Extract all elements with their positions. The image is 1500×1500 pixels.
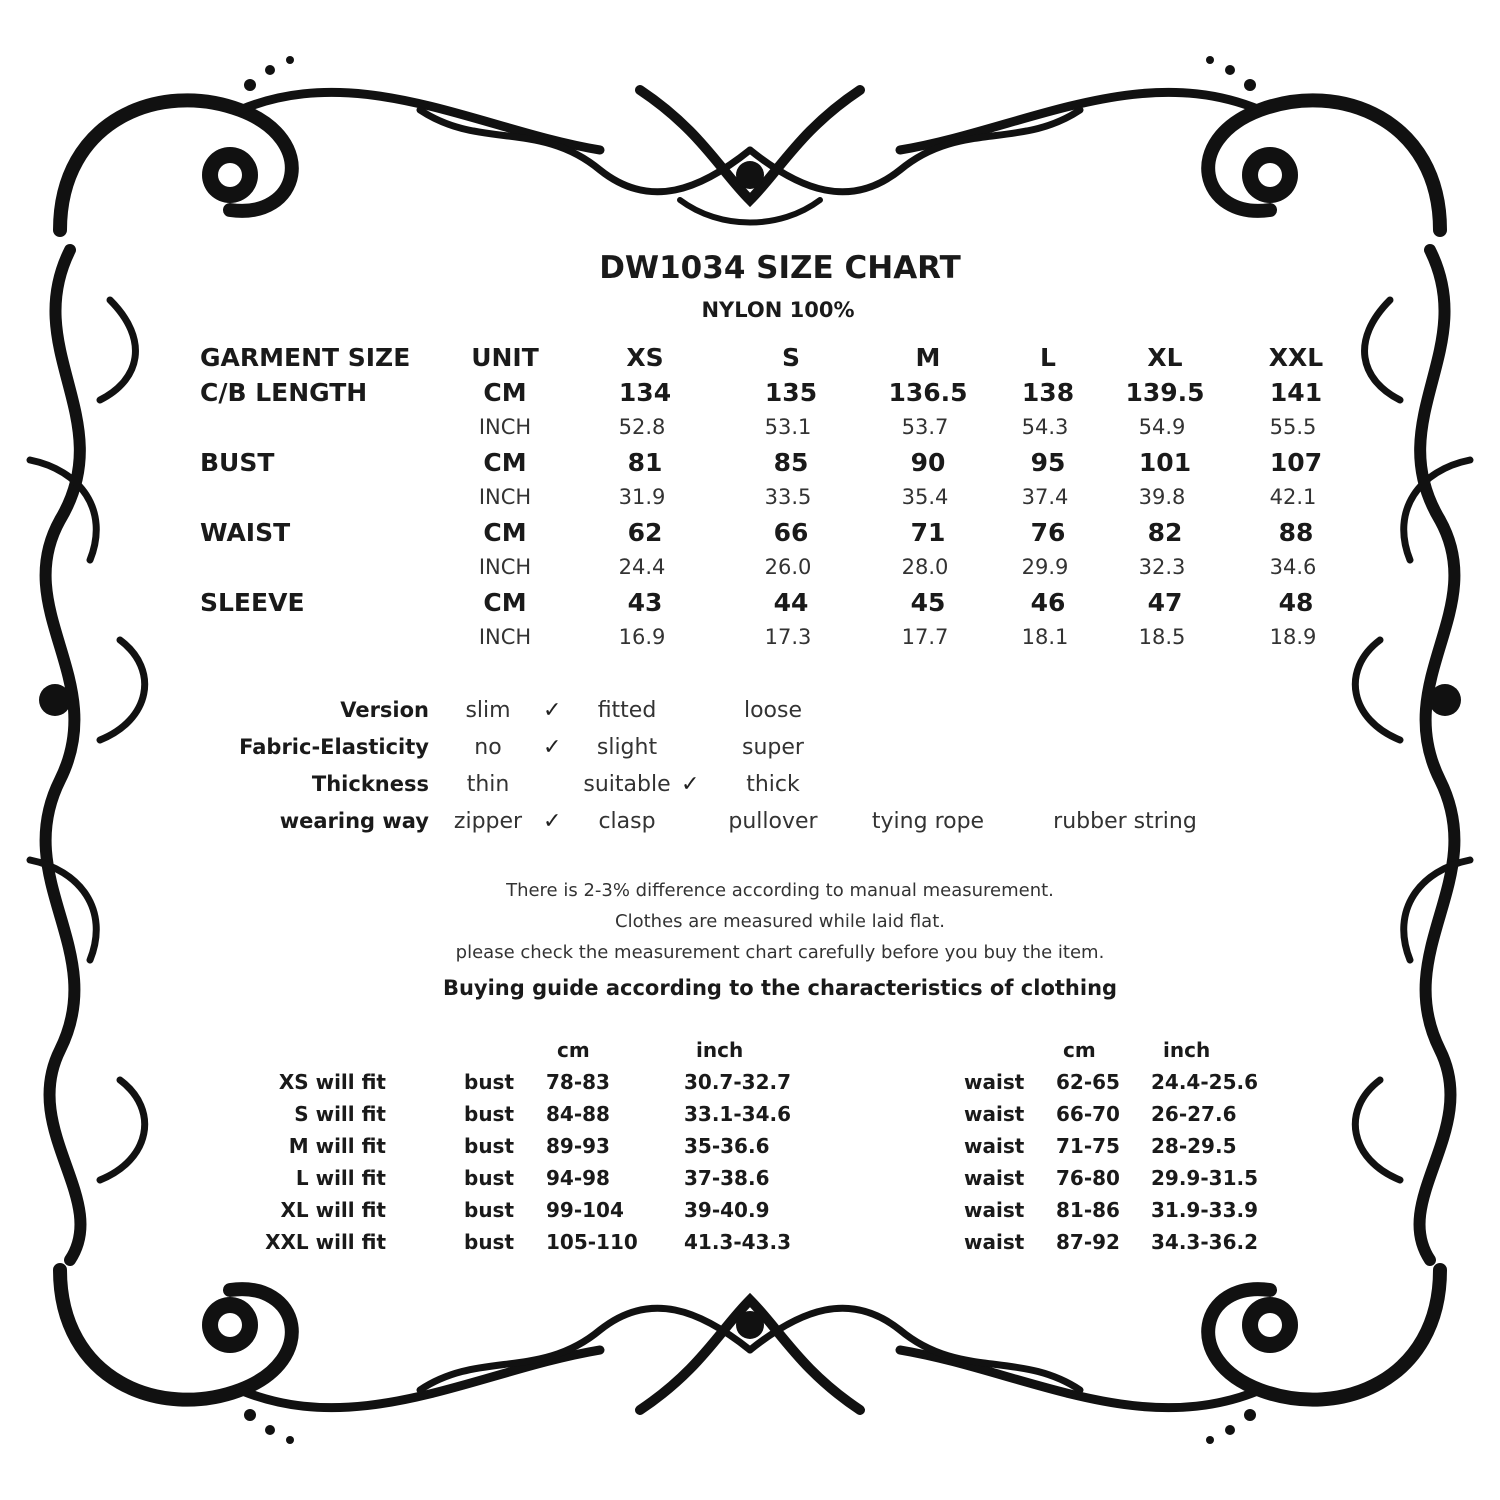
- guide-inch-header: inch: [696, 1038, 744, 1062]
- cm-value: 85: [773, 448, 809, 477]
- check-mark-icon: ✓: [543, 735, 562, 760]
- inch-value: 31.9: [618, 485, 666, 509]
- fit-label: XL will fit: [280, 1198, 386, 1222]
- cm-value: 76: [1030, 518, 1066, 547]
- cm-value: 134: [618, 378, 672, 407]
- note-line: There is 2-3% difference according to manual measurement.: [506, 880, 1054, 901]
- bust-inch-range: 37-38.6: [684, 1166, 770, 1190]
- waist-label: waist: [964, 1230, 1025, 1254]
- fit-label: XS will fit: [278, 1070, 386, 1094]
- bust-cm-range: 99-104: [546, 1198, 624, 1222]
- bust-label: bust: [464, 1230, 515, 1254]
- inch-value: 52.8: [618, 415, 666, 439]
- size-header-s: S: [781, 343, 800, 372]
- property-option: slim: [465, 698, 511, 723]
- fit-label: XXL will fit: [265, 1230, 386, 1254]
- measurement-label: BUST: [200, 448, 275, 477]
- waist-inch-range: 28-29.5: [1151, 1134, 1237, 1158]
- property-label: Thickness: [311, 772, 429, 796]
- waist-label: waist: [964, 1070, 1025, 1094]
- unit-cm: CM: [483, 518, 527, 547]
- bust-label: bust: [464, 1134, 515, 1158]
- inch-value: 26.0: [764, 555, 812, 579]
- waist-cm-range: 81-86: [1056, 1198, 1120, 1222]
- bust-cm-range: 78-83: [546, 1070, 610, 1094]
- inch-value: 53.7: [901, 415, 949, 439]
- property-option: slight: [596, 735, 658, 760]
- inch-value: 17.7: [901, 625, 949, 649]
- fit-label: M will fit: [288, 1134, 386, 1158]
- inch-value: 42.1: [1269, 485, 1317, 509]
- property-option: rubber string: [1053, 809, 1197, 834]
- property-label: wearing way: [279, 809, 429, 833]
- inch-value: 33.5: [764, 485, 812, 509]
- unit-cm: CM: [483, 448, 527, 477]
- check-mark-icon: ✓: [543, 698, 562, 723]
- guide-inch-header: inch: [1163, 1038, 1211, 1062]
- inch-value: 18.9: [1269, 625, 1317, 649]
- waist-cm-range: 71-75: [1056, 1134, 1120, 1158]
- inch-value: 16.9: [618, 625, 666, 649]
- unit-header: UNIT: [471, 343, 539, 372]
- inch-value: 32.3: [1138, 555, 1186, 579]
- bust-inch-range: 35-36.6: [684, 1134, 770, 1158]
- bust-cm-range: 89-93: [546, 1134, 610, 1158]
- page-title: DW1034 SIZE CHART: [599, 250, 961, 286]
- waist-inch-range: 24.4-25.6: [1151, 1070, 1258, 1094]
- property-option: loose: [743, 698, 803, 723]
- cm-value: 82: [1147, 518, 1183, 547]
- cm-value: 45: [910, 588, 946, 617]
- bust-label: bust: [464, 1070, 515, 1094]
- inch-value: 24.4: [618, 555, 666, 579]
- inch-value: 37.4: [1021, 485, 1069, 509]
- waist-inch-range: 29.9-31.5: [1151, 1166, 1258, 1190]
- inch-value: 54.9: [1138, 415, 1186, 439]
- cm-value: 136.5: [888, 378, 968, 407]
- size-header-xs: XS: [626, 343, 664, 372]
- buying-guide-title: Buying guide according to the characteristics of clothing: [442, 976, 1118, 1000]
- property-option: pullover: [728, 809, 818, 834]
- cm-value: 138: [1021, 378, 1075, 407]
- bust-inch-range: 33.1-34.6: [684, 1102, 791, 1126]
- unit-cm: CM: [483, 588, 527, 617]
- cm-value: 81: [627, 448, 663, 477]
- property-option: super: [742, 735, 804, 760]
- cm-value: 101: [1138, 448, 1192, 477]
- waist-inch-range: 26-27.6: [1151, 1102, 1237, 1126]
- waist-label: waist: [964, 1198, 1025, 1222]
- property-label: Fabric-Elasticity: [239, 735, 429, 759]
- check-mark-icon: ✓: [543, 809, 562, 834]
- size-header-l: L: [1040, 343, 1056, 372]
- inch-value: 29.9: [1021, 555, 1069, 579]
- cm-value: 139.5: [1125, 378, 1205, 407]
- inch-value: 53.1: [764, 415, 812, 439]
- size-header-m: M: [915, 343, 941, 372]
- garment-size-header: GARMENT SIZE: [200, 343, 411, 372]
- waist-label: waist: [964, 1166, 1025, 1190]
- fit-label: L will fit: [295, 1166, 386, 1190]
- waist-inch-range: 31.9-33.9: [1151, 1198, 1258, 1222]
- bust-cm-range: 84-88: [546, 1102, 610, 1126]
- property-option: zipper: [453, 809, 523, 834]
- cm-value: 43: [627, 588, 663, 617]
- property-option: suitable: [583, 772, 671, 797]
- guide-cm-header: cm: [557, 1038, 590, 1062]
- bust-cm-range: 105-110: [546, 1230, 638, 1254]
- inch-value: 18.1: [1021, 625, 1069, 649]
- unit-inch: INCH: [478, 485, 532, 509]
- unit-inch: INCH: [478, 415, 532, 439]
- cm-value: 47: [1147, 588, 1183, 617]
- measurement-label: WAIST: [200, 518, 291, 547]
- bust-inch-range: 39-40.9: [684, 1198, 770, 1222]
- cm-value: 107: [1269, 448, 1323, 477]
- cm-value: 62: [627, 518, 663, 547]
- inch-value: 28.0: [901, 555, 949, 579]
- guide-cm-header: cm: [1063, 1038, 1096, 1062]
- measurement-label: SLEEVE: [200, 588, 305, 617]
- inch-value: 54.3: [1021, 415, 1069, 439]
- inch-value: 34.6: [1269, 555, 1317, 579]
- cm-value: 141: [1269, 378, 1323, 407]
- bust-label: bust: [464, 1198, 515, 1222]
- cm-value: 135: [764, 378, 818, 407]
- waist-label: waist: [964, 1134, 1025, 1158]
- waist-cm-range: 87-92: [1056, 1230, 1120, 1254]
- waist-cm-range: 76-80: [1056, 1166, 1120, 1190]
- waist-cm-range: 66-70: [1056, 1102, 1120, 1126]
- inch-value: 55.5: [1269, 415, 1317, 439]
- inch-value: 35.4: [901, 485, 949, 509]
- cm-value: 90: [910, 448, 946, 477]
- check-mark-icon: ✓: [681, 772, 700, 797]
- note-line: please check the measurement chart carefully before you buy the item.: [455, 942, 1105, 963]
- waist-label: waist: [964, 1102, 1025, 1126]
- size-header-xl: XL: [1147, 343, 1183, 372]
- size-header-xxl: XXL: [1268, 343, 1324, 372]
- unit-cm: CM: [483, 378, 527, 407]
- cm-value: 44: [773, 588, 809, 617]
- inch-value: 18.5: [1138, 625, 1186, 649]
- waist-inch-range: 34.3-36.2: [1151, 1230, 1258, 1254]
- property-label: Version: [340, 698, 429, 722]
- cm-value: 48: [1278, 588, 1314, 617]
- cm-value: 95: [1030, 448, 1066, 477]
- note-line: Clothes are measured while laid flat.: [615, 911, 945, 932]
- measurement-label: C/B LENGTH: [200, 378, 368, 407]
- property-option: no: [474, 735, 502, 760]
- bust-label: bust: [464, 1166, 515, 1190]
- waist-cm-range: 62-65: [1056, 1070, 1120, 1094]
- property-option: thick: [746, 772, 800, 797]
- bust-inch-range: 30.7-32.7: [684, 1070, 791, 1094]
- cm-value: 46: [1030, 588, 1066, 617]
- bust-inch-range: 41.3-43.3: [684, 1230, 791, 1254]
- property-option: tying rope: [871, 809, 985, 834]
- bust-cm-range: 94-98: [546, 1166, 610, 1190]
- cm-value: 88: [1278, 518, 1314, 547]
- bust-label: bust: [464, 1102, 515, 1126]
- cm-value: 66: [773, 518, 809, 547]
- fit-label: S will fit: [294, 1102, 386, 1126]
- property-option: fitted: [597, 698, 657, 723]
- inch-value: 39.8: [1138, 485, 1186, 509]
- property-option: thin: [466, 772, 510, 797]
- unit-inch: INCH: [478, 625, 532, 649]
- property-option: clasp: [598, 809, 656, 834]
- cm-value: 71: [910, 518, 946, 547]
- fabric-subtitle: NYLON 100%: [701, 298, 855, 322]
- inch-value: 17.3: [764, 625, 812, 649]
- unit-inch: INCH: [478, 555, 532, 579]
